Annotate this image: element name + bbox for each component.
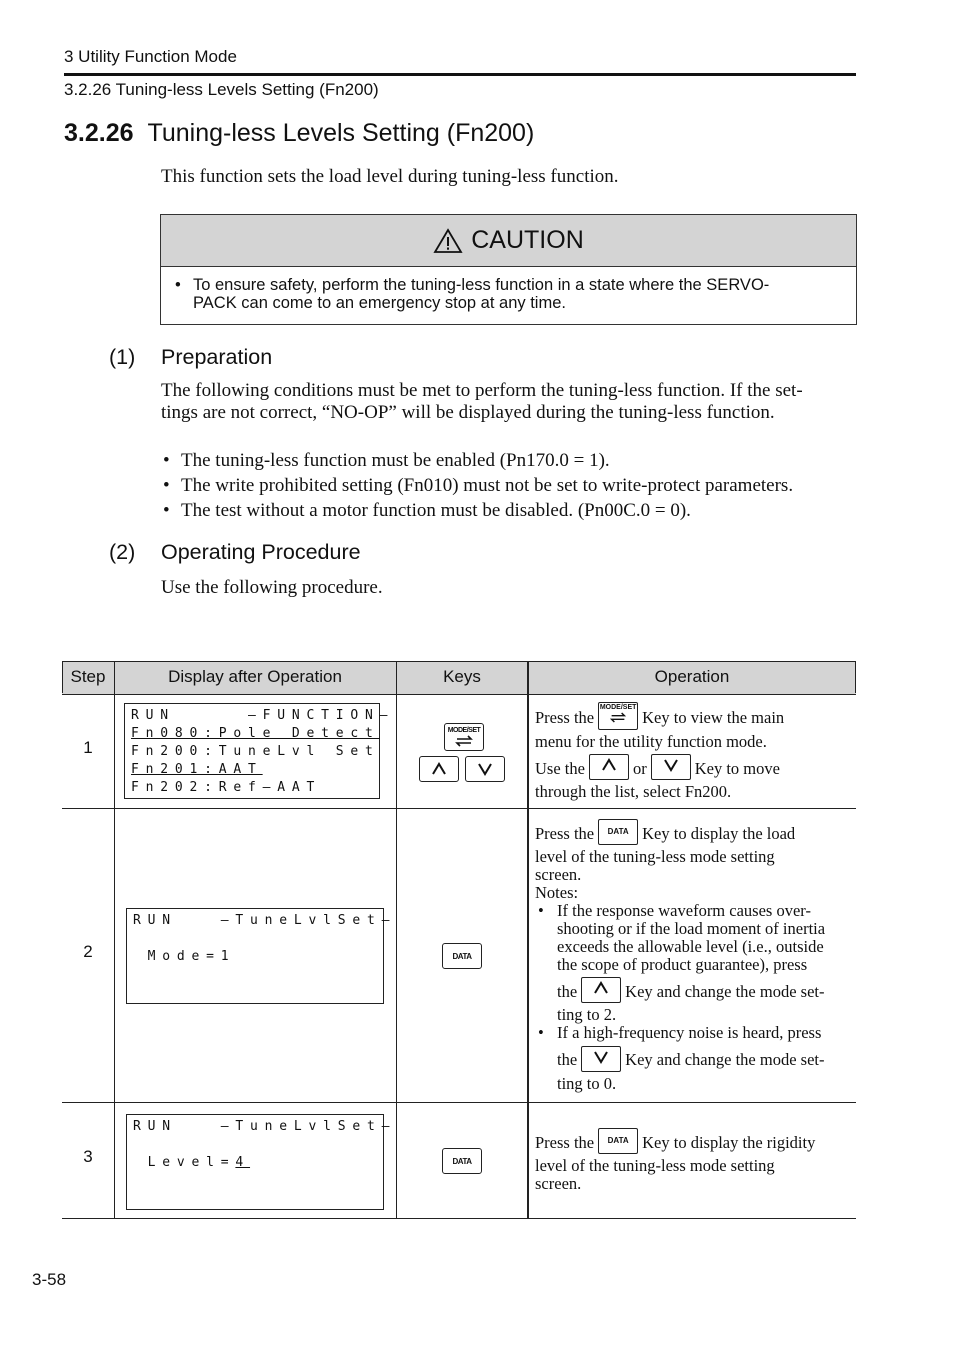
op-line: level of the tuning-less mode setting <box>535 1156 775 1176</box>
up-key[interactable] <box>419 756 459 782</box>
up-arrow-icon <box>593 981 609 995</box>
procedure-heading <box>109 540 361 565</box>
down-arrow-icon <box>663 758 679 772</box>
step-number: 3 <box>83 1147 93 1166</box>
lcd-line: Fn202:Ref—AAT <box>131 780 322 795</box>
lcd-line: Mode=1 <box>133 949 236 964</box>
warning-triangle-icon <box>433 228 463 254</box>
caution-body <box>161 267 856 312</box>
table-bottom-rule <box>62 1218 856 1219</box>
op-line: menu for the utility function mode. <box>535 732 767 751</box>
lcd-display-step1 <box>124 703 395 799</box>
lcd-line: RUN —TuneLvlSet— <box>133 1119 397 1134</box>
list-item-text: The tuning-less function must be enabled (Pn170.0 = 1). <box>181 450 610 471</box>
section-title <box>64 119 534 148</box>
op-line: level of the tuning-less mode setting <box>535 847 775 867</box>
caution-text-line2: PACK can come to an emergency stop at any time. <box>193 294 566 312</box>
operation-step3 <box>535 1131 855 1193</box>
data-key-inline: DATA <box>598 819 638 845</box>
mode-set-key-label: MODE/SET <box>447 727 481 734</box>
lcd-line: RUN —FUNCTION— <box>131 708 395 723</box>
preparation-text-line1: The following conditions must be met to perform the tuning-less function. If the set- <box>161 380 803 401</box>
lcd-line: RUN —TuneLvlSet— <box>133 913 397 928</box>
preparation-text-line2: tings are not correct, “NO-OP” will be displayed during the tuning-less function. <box>161 402 775 423</box>
operation-step2 <box>535 822 855 1093</box>
list-item <box>163 498 793 523</box>
op-line: screen. <box>535 865 582 885</box>
list-bullet: • <box>163 450 170 471</box>
lcd-line: Fn080:Pole Detect <box>131 726 380 741</box>
procedure-number: (2) <box>109 540 136 564</box>
header-step: Step <box>70 667 106 686</box>
up-key-inline <box>581 977 621 1003</box>
section-title-text: Tuning-less Levels Setting (Fn200) <box>147 119 535 147</box>
caution-text-line1: To ensure safety, perform the tuning-less function in a state where the SERVO- <box>193 276 770 294</box>
lcd-line: Level=4 <box>133 1155 251 1170</box>
down-key[interactable] <box>465 756 505 782</box>
section-number: 3.2.26 <box>64 119 134 147</box>
mode-set-key[interactable] <box>444 723 484 751</box>
op-line: Notes: <box>535 883 579 903</box>
lcd-display-step2 <box>126 908 397 1004</box>
list-bullet: • <box>163 500 170 521</box>
preparation-heading <box>109 345 272 370</box>
running-header-section: 3.2.26 Tuning-less Levels Setting (Fn200) <box>64 80 379 99</box>
lcd-line <box>133 1136 383 1154</box>
op-line: through the list, select Fn200. <box>535 782 732 802</box>
lcd-display-step3 <box>126 1114 397 1210</box>
data-key[interactable]: DATA <box>442 943 482 969</box>
section-intro: This function sets the load level during tuning-less function. <box>161 166 619 187</box>
mode-set-key-inline: MODE/SET <box>598 702 638 730</box>
table-divider <box>62 661 63 693</box>
table-divider <box>114 661 115 1219</box>
caution-header <box>161 215 856 267</box>
table-row-divider <box>62 808 856 809</box>
up-key-inline <box>589 754 629 780</box>
list-item: • If the response waveform causes over- shooting or if the load moment of inertia exceeds the allowable level (i.e., outside the scope of product guarantee), press the Key and change the mode set- ting to 2. <box>538 901 826 1025</box>
list-item: • If a high-frequency noise is heard, press the Key and change the mode set- ting to 0. <box>538 1023 825 1093</box>
op-line: Press theMODE/SET Key to view the main <box>535 705 855 733</box>
data-key[interactable]: DATA <box>442 1148 482 1174</box>
lcd-line: Fn201:AAT <box>131 762 263 777</box>
op-line: Press the DATA Key to display the load <box>535 822 855 848</box>
down-key-inline <box>581 1046 621 1072</box>
op-line: screen. <box>535 1174 582 1194</box>
up-arrow-icon <box>431 762 447 776</box>
procedure-table <box>62 661 856 1221</box>
down-key-inline <box>651 754 691 780</box>
list-item-text: The test without a motor function must be disabled. (Pn00C.0 = 0). <box>181 500 691 521</box>
op-line: Press the DATA Key to display the rigidity <box>535 1131 855 1157</box>
data-key-inline: DATA <box>598 1128 638 1154</box>
list-item <box>163 473 793 498</box>
procedure-heading-text: Operating Procedure <box>161 540 361 564</box>
header-keys: Keys <box>443 667 481 686</box>
preparation-text <box>161 380 861 424</box>
preparation-number: (1) <box>109 345 136 369</box>
operation-step1 <box>535 705 855 801</box>
list-item-text: The write prohibited setting (Fn010) must not be set to write-protect parameters. <box>181 475 794 496</box>
table-divider <box>396 661 397 1219</box>
level-value: 4 <box>235 1155 251 1170</box>
down-arrow-icon <box>593 1050 609 1064</box>
op-line: Use the or Key to move <box>535 757 855 783</box>
list-item <box>163 448 793 473</box>
table-divider <box>855 661 856 693</box>
notes-list <box>535 902 855 1092</box>
lcd-line <box>133 930 383 948</box>
mode-cycle-icon <box>453 735 475 747</box>
caution-bullet: • <box>175 276 181 294</box>
running-header-chapter: 3 Utility Function Mode <box>64 47 237 66</box>
caution-box <box>160 214 857 325</box>
preparation-list <box>163 448 793 523</box>
header-operation: Operation <box>654 667 730 686</box>
preparation-heading-text: Preparation <box>161 345 273 369</box>
step-number: 1 <box>83 738 93 757</box>
up-arrow-icon <box>601 758 617 772</box>
table-divider <box>527 661 529 1219</box>
down-arrow-icon <box>477 762 493 776</box>
list-bullet: • <box>163 475 170 496</box>
page-number: 3-58 <box>32 1270 67 1289</box>
header-rule <box>64 73 856 76</box>
procedure-text: Use the following procedure. <box>161 577 383 598</box>
step-number: 2 <box>83 942 93 961</box>
header-display: Display after Operation <box>168 667 342 686</box>
mode-cycle-icon <box>608 712 628 723</box>
table-row-divider <box>62 1102 856 1103</box>
lcd-line: Fn200:TuneLvl Set <box>131 744 380 759</box>
caution-title: CAUTION <box>471 226 584 254</box>
